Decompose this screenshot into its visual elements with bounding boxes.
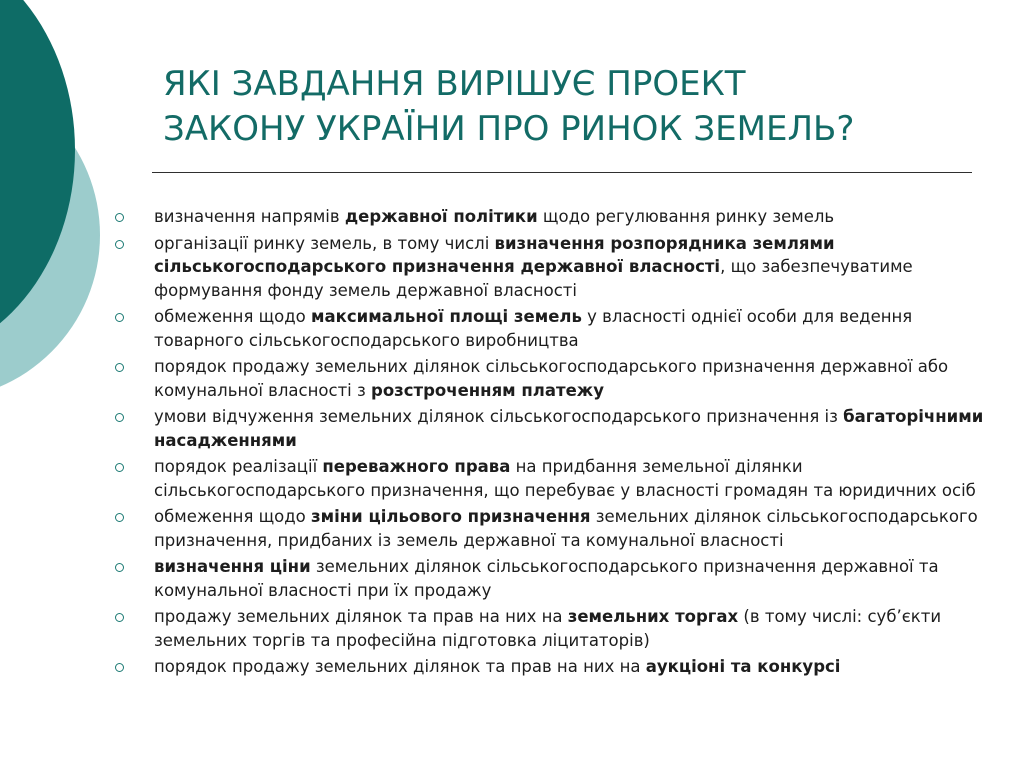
hollow-circle-bullet-icon	[115, 513, 124, 522]
hollow-circle-bullet-icon	[115, 313, 124, 322]
item-bold-text: аукціоні та конкурсі	[645, 657, 841, 676]
item-text: порядок продажу земельних ділянок та прав на них на	[154, 657, 646, 676]
item-text: у власності однієї особи для ведення товарного сільськогосподарського виробництва	[154, 307, 913, 350]
hollow-circle-bullet-icon	[115, 563, 124, 572]
item-text: порядок реалізації	[154, 457, 323, 476]
item-bold-text: багаторічними насадженнями	[154, 407, 984, 450]
item-text: на придбання земельної ділянки сільськогосподарського призначення, що перебуває у власності громадян та юридичних осіб	[154, 457, 976, 500]
item-text: щодо регулювання ринку земель	[537, 207, 835, 226]
list-item	[112, 232, 1007, 303]
list-item	[112, 405, 1007, 452]
list-item	[112, 455, 1007, 502]
item-bold-text: розстроченням платежу	[371, 380, 604, 400]
list-item	[112, 505, 1007, 552]
title-divider	[152, 172, 972, 173]
item-bold-text: переважного права	[322, 457, 511, 476]
item-text: обмеження щодо	[154, 307, 312, 326]
list-item	[112, 605, 1007, 652]
item-text: земельних ділянок сільськогосподарського призначення державної та комунальної власності при їх продажу	[154, 557, 939, 600]
item-text: земельних ділянок сільськогосподарського призначення, придбаних із земель державної та комунальної власності	[154, 507, 978, 550]
slide-title-line-1: ЯКІ ЗАВДАННЯ ВИРІШУЄ ПРОЕКТ	[163, 64, 746, 104]
item-text: обмеження щодо	[154, 507, 312, 526]
list-item	[112, 305, 1007, 352]
item-text: продажу земельних ділянок та прав на них на	[154, 607, 568, 626]
item-text: порядок продажу земельних ділянок сільськогосподарського призначення державної або комунальної власності з	[154, 357, 949, 400]
hollow-circle-bullet-icon	[115, 213, 124, 222]
item-bold-text: державної політики	[344, 207, 538, 226]
item-bold-text: земельних торгах	[567, 607, 739, 626]
item-text: , що забезпечуватиме формування фонду земель державної власності	[154, 257, 913, 300]
item-text: організації ринку земель, в тому числі	[154, 233, 495, 253]
hollow-circle-bullet-icon	[115, 663, 124, 672]
task-list	[112, 205, 1007, 682]
list-item	[112, 555, 1007, 602]
hollow-circle-bullet-icon	[115, 240, 124, 249]
item-text: (в тому числі: суб’єкти земельних торгів та професійна підготовка ліцитаторів)	[154, 607, 942, 650]
slide-title-line-2: ЗАКОНУ УКРАЇНИ ПРО РИНОК ЗЕМЕЛЬ?	[163, 109, 855, 149]
hollow-circle-bullet-icon	[115, 613, 124, 622]
item-bold-text: визначення розпорядника землями сільськогосподарського призначення державної власності	[154, 233, 835, 276]
item-bold-text: максимальної площі земель	[311, 307, 582, 326]
item-bold-text: визначення ціни	[154, 557, 311, 576]
list-item	[112, 355, 1007, 402]
list-item	[112, 205, 1007, 229]
list-item	[112, 655, 1007, 679]
item-bold-text: зміни цільового призначення	[311, 507, 591, 526]
hollow-circle-bullet-icon	[115, 363, 124, 372]
slide-title	[163, 62, 983, 152]
hollow-circle-bullet-icon	[115, 413, 124, 422]
item-text: умови відчуження земельних ділянок сільськогосподарського призначення із	[154, 407, 844, 426]
item-text: визначення напрямів	[154, 207, 345, 226]
hollow-circle-bullet-icon	[115, 463, 124, 472]
